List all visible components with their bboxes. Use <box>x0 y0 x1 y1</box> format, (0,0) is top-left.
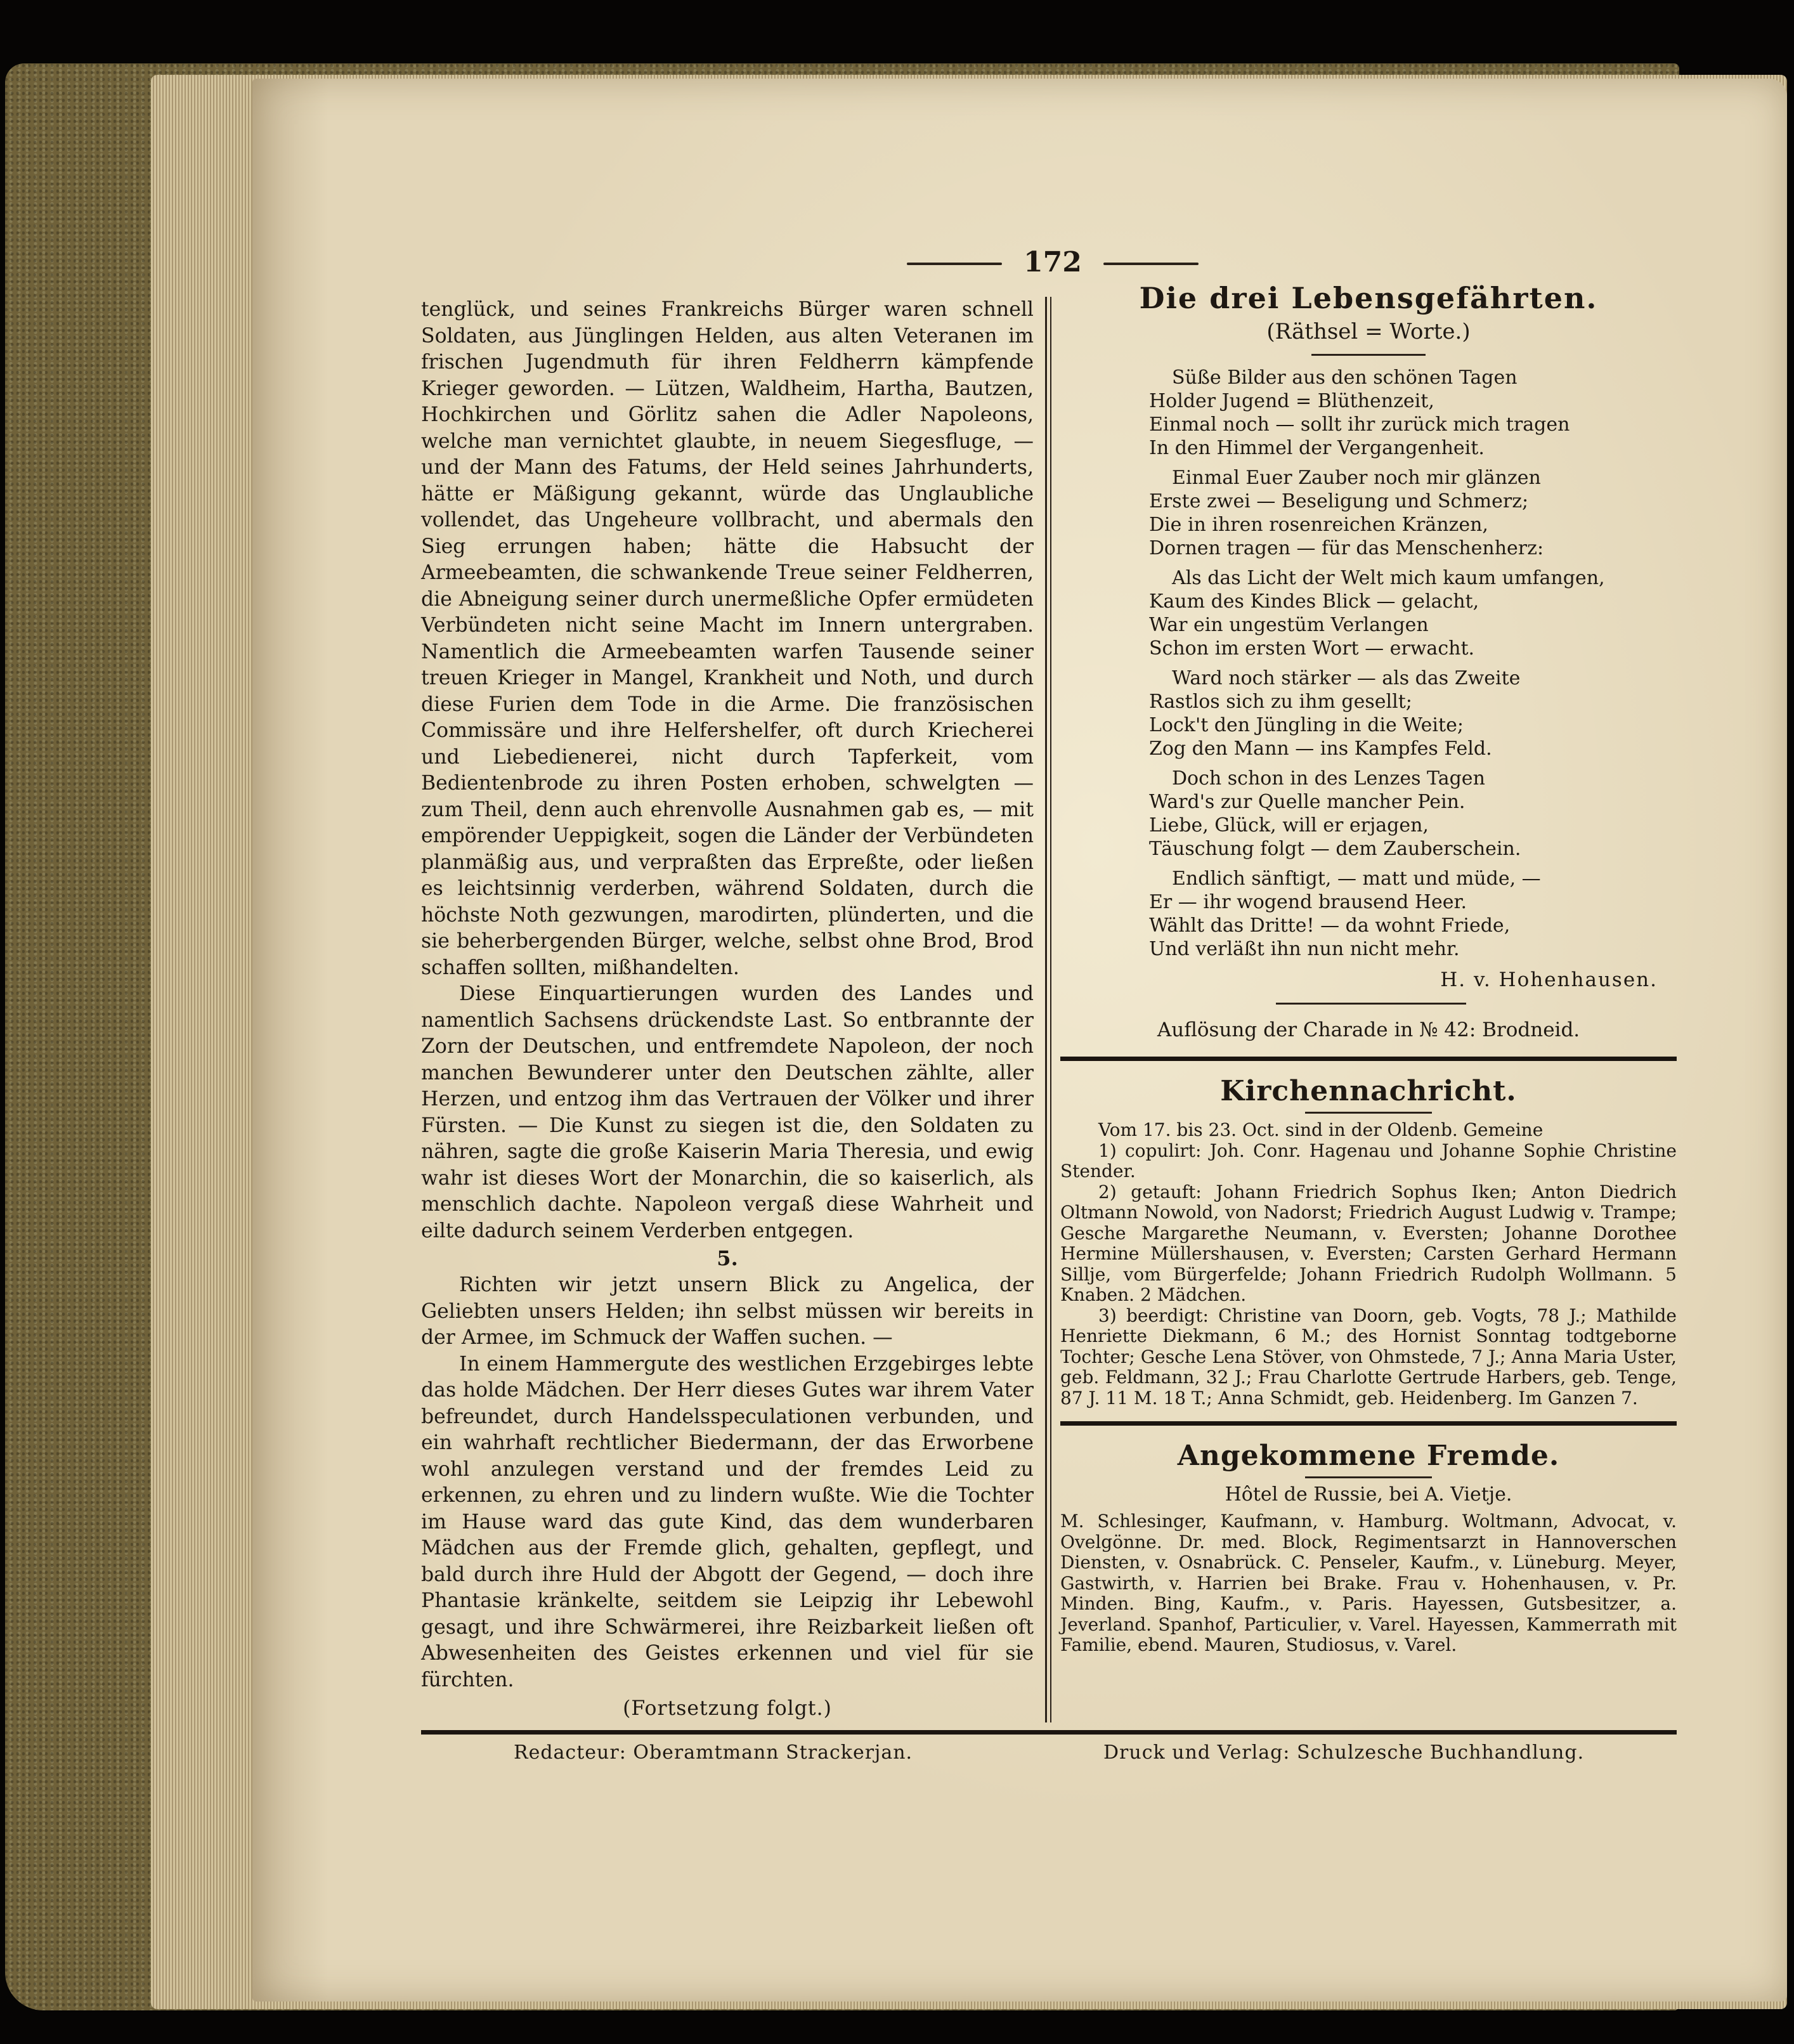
charade-solution: Auflösung der Charade in № 42: Brodneid. <box>1157 1019 1580 1041</box>
page-number: 172 <box>1024 246 1082 278</box>
article-paragraph: tenglück, und seines Frankreichs Bürger waren schnell Soldaten, aus Jünglingen Helden, aus alten Veteranen im frischen Jugendmuth für ihren Feldherrn kämpfende Krieger geworden. — Lützen, Waldheim, Hartha, Bautzen, Hochkirchen und Görlitz sahen die Adler Napoleons, welche man vernichtet glaubte, in neuem Siegesfluge, — und der Mann des Fatums, der Held seines Jahrhunderts, hätte er Mäßigung gekannt, würde das Unglaubliche vollendet, das Ungeheure vollbracht, und abermals den Sieg errungen haben; hätte die Habsucht der Armeebeamten, die schwankende Treue seiner Feldherren, die Abneigung seiner durch unermeßliche Opfer ermüdeten Verbündeten nicht seine Macht im Innern untergraben. Namentlich die Armeebeamten warfen Tausende seiner treuen Krieger in Mangel, Krankheit und Noth, und durch diese Furien dem Tode in die Arme. Die französischen Commissäre und ihre Helfershelfer, oft durch Kriecherei und Liebedienerei, nicht durch Tapferkeit, vom Bedientenbrode zu ihren Posten erhoben, schwelgten — zum Theil, denn auch ehrenvolle Ausnahmen gab es, — mit empörender Ueppigkeit, sogen die Länder der Verbündeten planmäßig aus, und verpraßten das Erpreßte, oder ließen es leichtsinnig verderben, während Soldaten, durch die höchste Noth gezwungen, marodirten, plünderten, und die sie beherbergenden Bürger, welche, selbst ohne Brod, Brod schaffen sollten, mißhandelten. <box>421 298 1034 979</box>
arrivals-title-rule <box>1305 1476 1432 1478</box>
poem-line: In den Himmel der Vergangenheit. <box>1149 437 1485 459</box>
publisher-imprint: Druck und Verlag: Schulzesche Buchhandlung. <box>1103 1741 1585 1764</box>
article-paragraph: Richten wir jetzt unsern Blick zu Angelica, der Geliebten unsers Helden; ihn selbst müssen wir bereits in der Armee, im Schmuck der Waffen suchen. — <box>421 1273 1034 1349</box>
poem-stanza <box>1149 867 1677 961</box>
poem-line: Als das Licht der Welt mich kaum umfangen, <box>1172 567 1605 589</box>
church-notice-body <box>1060 1120 1677 1409</box>
poem-stanza <box>1149 667 1677 760</box>
section-number: 5. <box>717 1246 738 1270</box>
editor-imprint: Redacteur: Oberamtmann Strackerjan. <box>514 1741 913 1764</box>
poem-line: Doch schon in des Lenzes Tagen <box>1172 767 1485 790</box>
poem-author: H. v. Hohenhausen. <box>1440 968 1658 991</box>
solution-rule <box>1276 1003 1466 1005</box>
poem-line: Und verläßt ihn nun nicht mehr. <box>1149 938 1460 960</box>
article-paragraph: In einem Hammergute des westlichen Erzgebirges lebte das holde Mädchen. Der Herr dieses Gutes war ihrem Vater befreundet, durch Handelsspeculationen verbunden, und ein wahrhaft rechtlicher Biedermann, der das Erworbene wohl anzulegen verstand und der fremdes Leid zu erkennen, zu ehren und zu lindern wußte. Wie die Tochter im Hause ward das gute Kind, das dem wunderbaren Mädchen aus der Fremde glich, gehalten, gepflegt, und bald durch ihre Huld der Abgott der Gegend, — doch ihre Phantasie kränkelte, seitdem sie Leipzig ihr Lebewohl gesagt, und ihre Schwärmerei, ihre Reizbarkeit ließen oft Abwesenheiten des Geistes erkennen und viel für sie fürchten. <box>421 1352 1034 1691</box>
poem-line: Einmal noch — sollt ihr zurück mich tragen <box>1149 413 1570 436</box>
poem-line: Endlich sänftigt, — matt und müde, — <box>1172 868 1541 890</box>
poem-line: Die in ihren rosenreichen Kränzen, <box>1149 514 1488 536</box>
poem-line: Ward noch stärker — als das Zweite <box>1172 667 1521 689</box>
right-column <box>1060 279 1677 1656</box>
poem-line: Schon im ersten Wort — erwacht. <box>1149 637 1475 660</box>
poem-rule <box>1311 354 1426 356</box>
arrivals-text: M. Schlesinger, Kaufmann, v. Hamburg. Woltmann, Advocat, v. Ovelgönne. Dr. med. Block, Regimentsarzt in Hannoverschen Diensten, v. Osnabrück. C. Penseler, Kaufm., v. Lüneburg. Meyer, Gastwirth, v. Harrien bei Brake. Frau v. Hohenhausen, v. Pr. Minden. Bing, Kaufm., v. Paris. Hayessen, Gutsbesitzer, a. Jeverland. Spanhof, Particulier, v. Varel. Hayessen, Kammerrath mit Familie, ebend. Mauren, Studiosus, v. Varel. <box>1060 1511 1677 1655</box>
poem-line: Einmal Euer Zauber noch mir glänzen <box>1172 467 1541 489</box>
column-divider <box>1045 297 1047 1722</box>
header-dash-right <box>1103 263 1199 265</box>
poem-line: Erste zwei — Beseligung und Schmerz; <box>1149 490 1529 512</box>
poem-line: Wählt das Dritte! — da wohnt Friede, <box>1149 915 1511 937</box>
section-divider <box>1060 1057 1677 1061</box>
poem-line: Rastlos sich zu ihm gesellt; <box>1149 691 1412 713</box>
poem-line: Dornen tragen — für das Menschenherz: <box>1149 537 1544 559</box>
poem-line: Lock't den Jüngling in die Weite; <box>1149 714 1464 736</box>
poem-line: Süße Bilder aus den schönen Tagen <box>1172 367 1518 389</box>
left-column-article <box>421 297 1034 1722</box>
poem-line: Liebe, Glück, will er erjagen, <box>1149 814 1429 836</box>
poem-line: Täuschung folgt — dem Zauberschein. <box>1149 838 1521 860</box>
page-number-header <box>894 244 1211 282</box>
poem-stanza <box>1149 767 1677 861</box>
poem-line: Ward's zur Quelle mancher Pein. <box>1149 791 1466 813</box>
arrivals-title: Angekommene Fremde. <box>1177 1440 1560 1472</box>
poem-stanza <box>1149 366 1677 460</box>
notice-paragraph: 2) getauft: Johann Friedrich Sophus Iken; Anton Diedrich Oltmann Nowold, von Nadorst; Friedrich August Ludwig v. Trampe; Gesche Margarethe Neumann, v. Eversten; Johanne Dorothee Hermine Müllershausen, v. Eversten; Carsten Gerhard Hermann Sillje, vom Bürgerfelde; Johann Friedrich Rudolph Wollmann. 5 Knaben. 2 Mädchen. <box>1060 1181 1677 1305</box>
poem-line: War ein ungestüm Verlangen <box>1149 614 1429 636</box>
poem-stanza <box>1149 466 1677 560</box>
column-divider-inner <box>1050 297 1051 1722</box>
poem-line: Holder Jugend = Blüthenzeit, <box>1149 390 1434 412</box>
hotel-name: Hôtel de Russie, bei A. Vietje. <box>1225 1483 1512 1506</box>
continuation-note: (Fortsetzung folgt.) <box>623 1697 832 1720</box>
poem-line: Zog den Mann — ins Kampfes Feld. <box>1149 738 1492 760</box>
church-notice-title: Kirchennachricht. <box>1220 1075 1517 1107</box>
notice-paragraph: 1) copulirt: Joh. Conr. Hagenau und Johanne Sophie Christine Stender. <box>1060 1140 1677 1181</box>
poem-title: Die drei Lebensgefährten. <box>1139 281 1598 315</box>
poem-line: Er — ihr wogend brausend Heer. <box>1149 891 1467 913</box>
section-divider <box>1060 1421 1677 1426</box>
notice-paragraph: 3) beerdigt: Christine van Doorn, geb. Vogts, 78 J.; Mathilde Henriette Diekmann, 6 M.; des Hornist Sonntag todtgeborne Tochter; Gesche Lena Stöver, von Ohmstede, 7 J.; Anna Maria Uster, geb. Feldmann, 32 J.; Frau Charlotte Gertrude Harbers, geb. Tenge, 87 J. 11 M. 18 T.; Anna Schmidt, geb. Heidenberg. Im Ganzen 7. <box>1060 1305 1677 1409</box>
poem-line: Kaum des Kindes Blick — gelacht, <box>1149 590 1479 613</box>
header-dash-left <box>907 263 1002 265</box>
article-paragraph: Diese Einquartierungen wurden des Landes und namentlich Sachsens drückendste Last. So entbrannte der Zorn der Deutschen, und entfremdete Napoleon, der noch manchen Bewunderer unter den Deutschen zählte, aller Herzen, und entzog ihm das Vertrauen der Völker und ihrer Fürsten. — Die Kunst zu siegen ist die, den Soldaten zu nähren, sagte die große Kaiserin Maria Theresia, und ewig wahr ist dieses Wort der Monarchin, die so kaiserlich, als menschlich dachte. Napoleon vergaß diese Wahrheit und eilte dadurch seinem Verderben entgegen. <box>421 982 1034 1242</box>
footer-rule <box>421 1730 1677 1735</box>
notice-paragraph: Vom 17. bis 23. Oct. sind in der Oldenb. Gemeine <box>1098 1119 1544 1140</box>
poem-stanza <box>1149 566 1677 660</box>
poem-subtitle: (Räthsel = Worte.) <box>1266 319 1471 344</box>
arrivals-list <box>1060 1511 1677 1656</box>
church-title-rule <box>1305 1112 1432 1114</box>
